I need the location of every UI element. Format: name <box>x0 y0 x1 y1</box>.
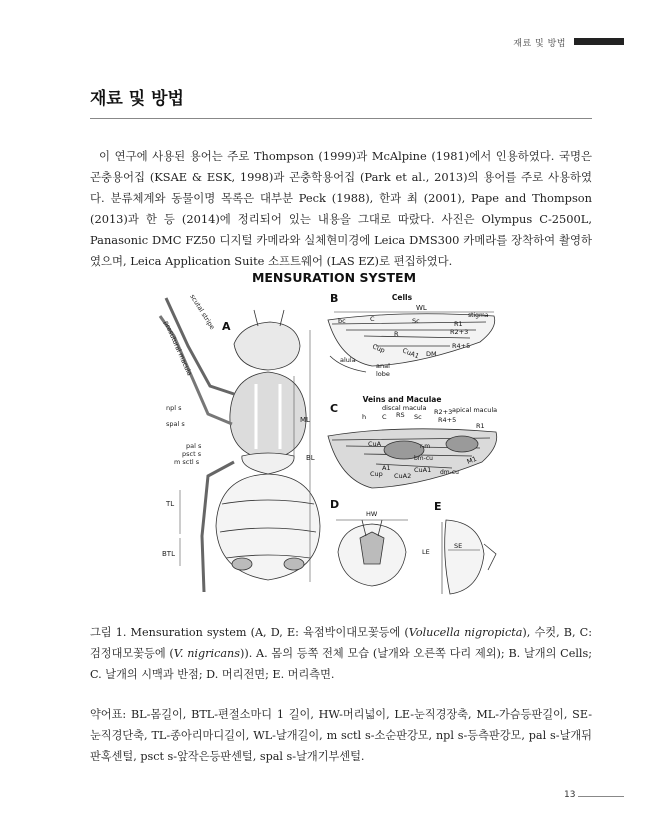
label-b-r: R <box>394 330 399 338</box>
body-paragraph: 이 연구에 사용된 용어는 주로 Thompson (1999)과 McAlpine (1981)에서 인용하였다. 국명은 곤충용어집 (KSAE & ESK, 1998)과 곤충학용어집 (Park et al., 2013)의 용어를 주로 사용하였다. 분류체계와 동물이명 목록은 대부분 Peck (1988), 한과 최 (2001), Pape and Thompson (2013)과 한 등 (2014)에 정리되어 있는 내용을 그대로 따랐다. 사진은 Olympus C-2500L, Panasonic DMC FZ50 디지털 카메라와 실체현미경에 Leica DMS300 카메라를 장착하여 촬영하였으며, Leica Application Suite 소프트웨어 (LAS EZ)로 편집하였다. <box>90 149 592 268</box>
panel-b-title: Cells <box>391 293 413 302</box>
label-msctl: m sctl s <box>174 458 200 466</box>
section-title: 재료 및 방법 <box>90 89 184 109</box>
label-c-rs: RS <box>396 411 405 419</box>
label-ml: ML <box>300 416 310 424</box>
label-pal: pal s <box>186 442 202 450</box>
label-b-lobe: lobe <box>376 370 390 378</box>
label-c-m1: M1 <box>465 454 478 466</box>
label-npl: npl s <box>166 404 182 412</box>
panel-d-letter: D <box>330 498 340 511</box>
label-b-stigma: stigma <box>468 312 489 319</box>
label-b-c: C <box>370 315 375 323</box>
label-presutural-macula: presutural macula <box>162 319 194 377</box>
panel-c-title: Veins and Maculae <box>362 395 442 404</box>
label-b-cup: Cup <box>371 342 387 355</box>
panel-c-letter: C <box>330 402 339 415</box>
label-c-c: C <box>382 413 387 421</box>
caption-part-1: 그림 1. Mensuration system (A, D, E: 육점박이대모꽃등에 ( <box>90 626 409 639</box>
label-spal: spal s <box>166 420 185 428</box>
label-c-h: h <box>362 413 367 421</box>
label-b-alula: alula <box>340 356 356 364</box>
panel-a-letter: A <box>222 320 231 333</box>
caption-species-1: Volucella nigropicta <box>408 626 523 639</box>
panel-b-letter: B <box>330 292 339 305</box>
label-d-hw: HW <box>366 510 378 518</box>
caption-part-2: ), 수컷, B, C: 검정대모꽃등에 ( <box>90 626 592 660</box>
running-header-label: 재료 및 방법 <box>513 39 566 49</box>
label-b-anal: anal <box>376 362 390 370</box>
label-tl: TL <box>166 500 175 508</box>
running-header-bar <box>574 38 624 45</box>
title-rule <box>90 118 592 119</box>
label-b-cua1: CuA1 <box>401 346 421 361</box>
label-bl: BL <box>306 454 315 462</box>
label-c-cua1: CuA1 <box>414 466 432 474</box>
label-e-le: LE <box>422 548 430 556</box>
abbreviations-list: 약어표: BL-몸길이, BTL-편절소마디 1 길이, HW-머리넓이, LE-눈직경장축, ML-가슴등판길이, SE-눈직경단축, TL-종아리마디길이, WL-날개길이, m sctl s-소순판강모, npl s-등측판강모, pal s-날개뒤판혹센털, psct s-앞작은등판센털, spal s-날개기부센털. <box>90 708 592 763</box>
label-c-r1: R1 <box>476 422 485 430</box>
label-e-se: SE <box>454 542 463 550</box>
label-c-r45: R4+5 <box>438 416 457 424</box>
label-b-bc: bc <box>338 317 346 325</box>
page-number: 13 <box>564 790 576 800</box>
label-c-a1: A1 <box>382 464 391 472</box>
figure-title: MENSURATION SYSTEM <box>251 270 417 285</box>
label-b-dm: DM <box>426 350 437 358</box>
panel-a-fly-body <box>160 298 320 592</box>
label-c-sc: Sc <box>414 413 422 421</box>
label-c-cua: CuA <box>368 440 382 448</box>
label-scutal-stripe: scutal stripe <box>188 292 217 332</box>
label-c-dmcu: dm-cu <box>440 469 459 476</box>
figure-caption <box>90 622 592 685</box>
page-number-rule <box>578 796 624 797</box>
label-b-r45: R4+5 <box>452 342 471 350</box>
caption-species-2: V. nigricans <box>173 647 240 660</box>
panel-d-head <box>336 520 408 586</box>
label-b-r23: R2+3 <box>450 328 469 336</box>
label-c-cua2: CuA2 <box>394 472 412 480</box>
label-btl: BTL <box>162 550 175 558</box>
mensuration-figure <box>150 264 502 610</box>
caption-part-3: )). A. 몸의 등쪽 전체 모습 (날개와 오른쪽 다리 제외); B. 날개의 Cells; C. 날개의 시맥과 반점; D. 머리전면; E. 머리측면. <box>90 647 592 681</box>
label-c-discal: discal macula <box>382 404 427 412</box>
label-c-rm: r-m <box>420 443 431 450</box>
label-c-bmcu: bm-cu <box>414 455 433 462</box>
panel-e-letter: E <box>434 500 442 513</box>
figure-1 <box>150 264 502 610</box>
label-c-apical: apical macula <box>452 406 498 414</box>
label-c-cup: Cup <box>370 470 383 478</box>
panel-e-head <box>442 520 496 594</box>
label-b-wl: WL <box>416 304 427 312</box>
label-c-r23: R2+3 <box>434 408 453 416</box>
label-b-r1: R1 <box>454 320 463 328</box>
label-b-sc: Sc <box>412 317 420 325</box>
label-psct: psct s <box>182 450 202 458</box>
